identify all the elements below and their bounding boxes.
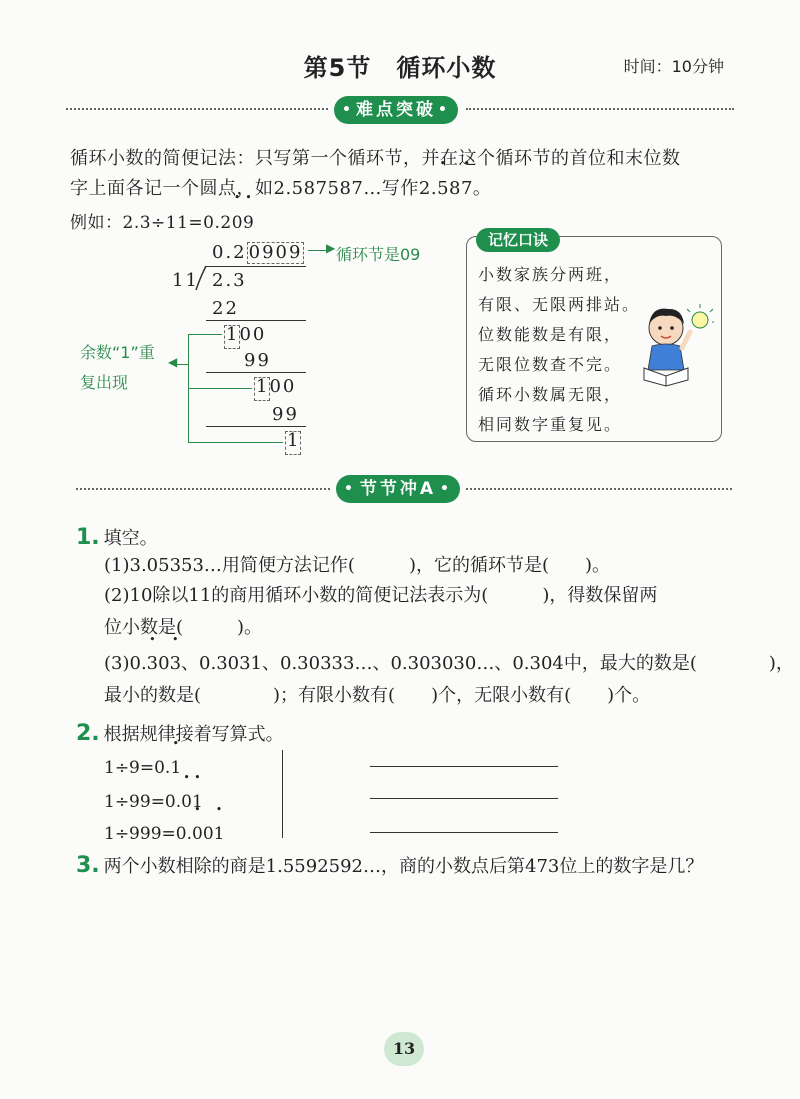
dividend: 2.3: [212, 270, 247, 291]
remainder-box-1: [224, 325, 240, 349]
link-vertical: [188, 334, 189, 442]
page-number: 13: [384, 1032, 424, 1066]
question-1-part-2b: 位小数是( )。: [104, 617, 263, 638]
remainder-box-2: [254, 377, 270, 401]
link-line-3: [188, 442, 283, 443]
link-arrow-line: [176, 364, 188, 365]
boy-reading-illustration: [630, 298, 714, 388]
memo-line-2: 有限、无限两排站。: [478, 295, 641, 314]
formula-2: 1÷99=0.• 0• 1: [104, 786, 203, 818]
division-bar: [206, 266, 306, 267]
division-row-4: 100: [256, 376, 297, 397]
formula-1: 1÷9=0.• 1: [104, 752, 181, 784]
question-2-title: 2. 根据规律接着写算式。: [76, 721, 284, 746]
division-rule-1: [206, 320, 306, 321]
question-1-part-1: (1)3.05353…用简便方法记作( )，它的循环节是( )。: [104, 555, 611, 576]
answer-line-1[interactable]: [370, 766, 558, 767]
cycle-note: 循环节是09: [336, 245, 421, 264]
memo-line-1: 小数家族分两班，: [478, 265, 623, 284]
section-label-difficulty: • 难点突破 •: [334, 96, 458, 124]
question-3: 3. 两个小数相除的商是1.5592592…，商的小数点后第473位上的数字是几？: [76, 853, 704, 878]
divider-left: [66, 108, 328, 110]
division-rule-3: [206, 426, 306, 427]
divider-right-2: [466, 488, 732, 490]
formula-divider: [282, 750, 283, 838]
answer-line-3[interactable]: [370, 832, 558, 833]
remainder-note-1: 余数“1”重: [80, 343, 155, 362]
section-label-practice: • 节节冲A •: [336, 475, 460, 503]
intro-line-2: 字上面各记一个圆点，如2.587587…写作2.• 58• 7。: [70, 172, 730, 206]
page-title: 第5节 循环小数: [303, 54, 497, 82]
link-line-2: [188, 388, 252, 389]
question-1-part-3b: 最小的数是( )；有限小数有( )个，无限小数有( )个。: [104, 685, 651, 706]
question-1-part-2a: (2)10除以11的商用循环小数的简便记法表示为( )，得数保留两: [104, 585, 658, 606]
remainder-box-3: [285, 431, 301, 455]
formula-3: 1÷999=0.• 00• 1: [104, 818, 224, 850]
link-line-1: [188, 334, 222, 335]
time-limit: 时间：10分钟: [623, 57, 724, 76]
divider-right: [466, 108, 734, 110]
arrow-right-icon: ▶: [326, 241, 336, 255]
division-rule-2: [206, 372, 306, 373]
divider-left-2: [76, 488, 330, 490]
division-row-5: 99: [272, 404, 299, 425]
intro-line-1: 循环小数的简便记法：只写第一个循环节，并在这个循环节的首位和末位数: [70, 148, 681, 169]
arrow-left-icon: ◀: [168, 355, 178, 369]
quotient: 0.2 0909: [212, 242, 303, 263]
memo-line-3: 位数能数是有限，: [478, 325, 623, 344]
example-line: 例如：2.3÷11=0.2• 0• 9: [70, 206, 730, 240]
answer-line-2[interactable]: [370, 798, 558, 799]
division-row-2: 100: [226, 324, 267, 345]
memo-line-6: 相同数字重复见。: [478, 415, 623, 434]
memo-tag: 记忆口诀: [476, 228, 560, 252]
remainder-note-2: 复出现: [80, 373, 129, 392]
division-row-3: 99: [244, 350, 271, 371]
memo-line-5: 循环小数属无限，: [478, 385, 623, 404]
divisor: 11: [172, 270, 199, 291]
division-row-1: 22: [212, 298, 239, 319]
question-1-title: 1. 填空。: [76, 525, 158, 550]
division-row-6: 1: [287, 430, 301, 451]
memo-line-4: 无限位数查不完。: [478, 355, 623, 374]
question-1-part-3a: (3)0.• 30• 3、0.3031、0.30333…、0.303030…、0.304中，最大的数是( )，: [104, 648, 794, 680]
